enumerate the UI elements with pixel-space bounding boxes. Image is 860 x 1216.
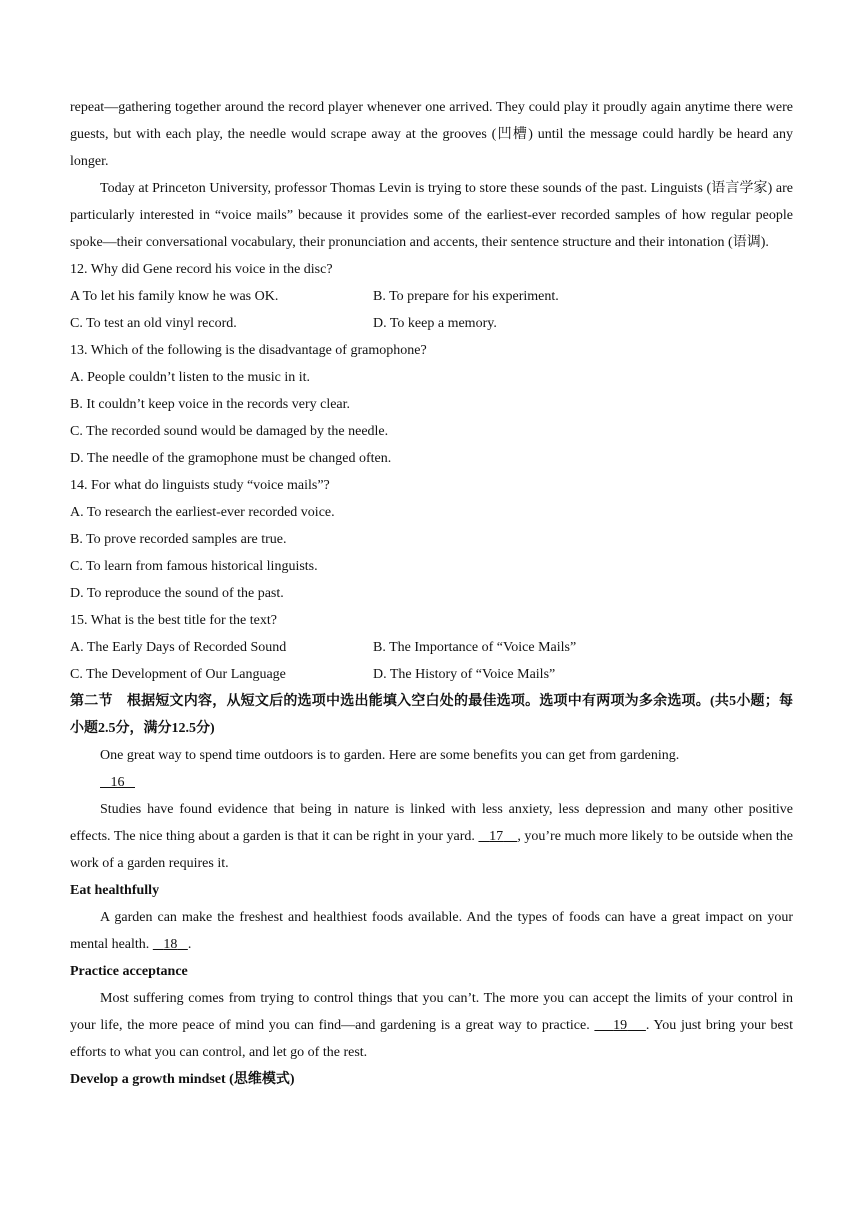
blank-16-line — [70, 769, 793, 796]
option-row — [70, 310, 793, 337]
option-b: B. The Importance of “Voice Mails” — [373, 640, 577, 655]
question-stem: 15. What is the best title for the text? — [70, 613, 277, 628]
blank-17[interactable]: 17 — [489, 829, 504, 844]
option-d: D. The History of “Voice Mails” — [373, 667, 556, 682]
subheading-accept: Practice acceptance — [70, 964, 188, 979]
blank-16[interactable]: 16 — [110, 775, 125, 790]
question-stem: 14. For what do linguists study “voice mails”? — [70, 478, 330, 493]
option-a: A To let his family know he was OK. — [70, 289, 279, 304]
paragraph-text: . You just bring your best efforts to what you can control, and let go of the rest. — [70, 1018, 794, 1060]
document-page — [70, 94, 793, 1093]
paragraph-text: A garden can make the freshest and healthiest foods available. And the types of foods can have a great impact on your mental health. — [70, 910, 793, 952]
section-heading: 第二节 根据短文内容，从短文后的选项中选出能填入空白处的最佳选项。选项中有两项为多余选项。(共5小题；每小题2.5分，满分12.5分) — [70, 694, 793, 736]
paragraph-text: Studies have found evidence that being in nature is linked with less anxiety, less depression and many other positive effects. The nice thing about a garden is that it can be right in your yard. — [70, 802, 793, 844]
option-d: D. To reproduce the sound of the past. — [70, 586, 284, 601]
paragraph-text: , you’re much more likely to be outside when the work of a garden requires it. — [70, 829, 794, 871]
question-stem: 12. Why did Gene record his voice in the disc? — [70, 262, 333, 277]
option-c: C. To test an old vinyl record. — [70, 316, 237, 331]
option-a: A. People couldn’t listen to the music in it. — [70, 370, 311, 385]
option-d: D. To keep a memory. — [373, 316, 497, 331]
option-row — [70, 283, 793, 310]
passage-intro: One great way to spend time outdoors is to garden. Here are some benefits you can get from gardening. — [100, 748, 680, 763]
option-b: B. To prove recorded samples are true. — [70, 532, 287, 547]
blank-18[interactable]: 18 — [163, 937, 178, 952]
paragraph-text: Most suffering comes from trying to control things that you can’t. The more you can accept the limits of your control in your life, the more peace of mind you can find—and gardening is a great way to practice. — [70, 991, 793, 1033]
passage-paragraph: A garden can make the freshest and healthiest foods available. And the types of foods can have a great impact on your mental health. 18 . — [70, 910, 793, 952]
option-row — [70, 661, 793, 688]
subheading-eat: Eat healthfully — [70, 883, 160, 898]
option-c: C. To learn from famous historical linguists. — [70, 559, 318, 574]
passage-paragraph — [70, 985, 793, 1066]
option-b: B. To prepare for his experiment. — [373, 289, 559, 304]
subheading-growth: Develop a growth mindset (思维模式) — [70, 1072, 295, 1087]
option-b: B. It couldn’t keep voice in the records very clear. — [70, 397, 351, 412]
passage-paragraph: repeat—gathering together around the record player whenever one arrived. They could play it proudly again anytime there were guests, but with each play, the needle would scrape away at the grooves (凹槽) until the message could hardly be heard any longer. — [70, 100, 793, 169]
passage-paragraph — [70, 796, 793, 877]
question-stem: 13. Which of the following is the disadvantage of gramophone? — [70, 343, 427, 358]
option-d: D. The needle of the gramophone must be changed often. — [70, 451, 392, 466]
option-c: C. The Development of Our Language — [70, 667, 286, 682]
blank-19[interactable]: 19 — [613, 1018, 628, 1033]
option-a: A. The Early Days of Recorded Sound — [70, 640, 287, 655]
passage-paragraph: Today at Princeton University, professor Thomas Levin is trying to store these sounds of the past. Linguists (语言学家) are particularly interested in “voice mails” because it provides some of the earliest-ever recorded samples of how regular people spoke—their conversational vocabulary, their pronunciation and accents, their sentence structure and their intonation (语调). — [70, 181, 793, 250]
option-c: C. The recorded sound would be damaged by the needle. — [70, 424, 389, 439]
option-a: A. To research the earliest-ever recorded voice. — [70, 505, 335, 520]
option-row — [70, 634, 793, 661]
